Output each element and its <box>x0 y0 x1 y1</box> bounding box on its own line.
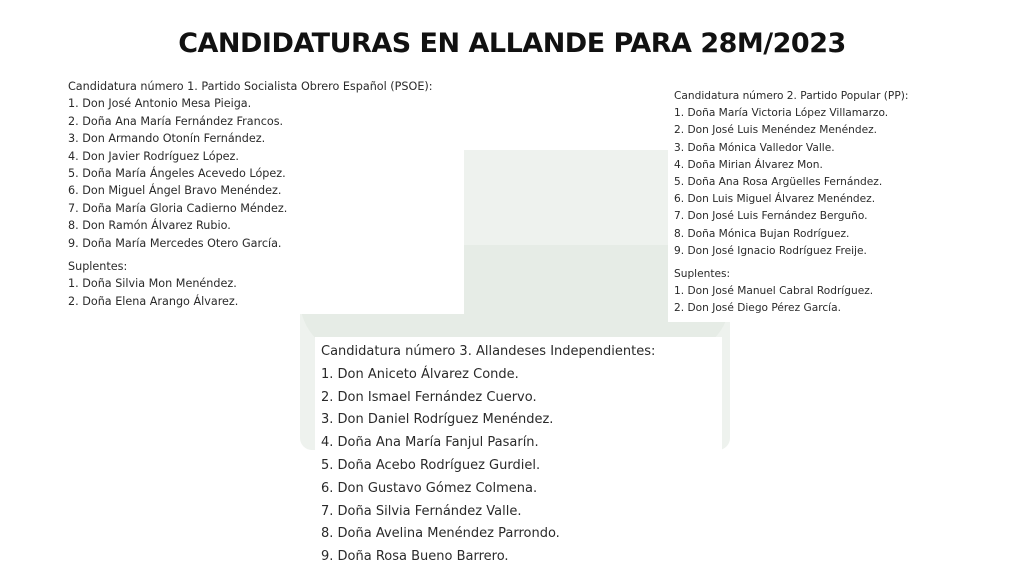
psoe-heading: Candidatura número 1. Partido Socialista Obrero Español (PSOE): <box>68 80 433 93</box>
pp-candidate-8: 8. Doña Mónica Bujan Rodríguez. <box>674 227 850 240</box>
pp-candidate-6: 6. Don Luis Miguel Álvarez Menéndez. <box>674 193 876 206</box>
psoe-candidate-9: 9. Doña María Mercedes Otero García. <box>68 236 282 250</box>
psoe-candidate-2: 2. Doña Ana María Fernández Francos. <box>68 114 284 128</box>
pp-substitute-1: 1. Don José Manuel Cabral Rodríguez. <box>674 285 874 298</box>
ai-candidate-9: 9. Doña Rosa Bueno Barrero. <box>321 549 509 565</box>
psoe-candidate-7: 7. Doña María Gloria Cadierno Méndez. <box>68 201 288 215</box>
pp-candidate-1: 1. Doña María Victoria López Villamarzo. <box>674 107 889 120</box>
psoe-candidate-1: 1. Don José Antonio Mesa Pieiga. <box>68 97 252 111</box>
psoe-candidate-6: 6. Don Miguel Ángel Bravo Menéndez. <box>68 184 282 198</box>
ai-candidate-2: 2. Don Ismael Fernández Cuervo. <box>321 389 537 405</box>
ai-candidate-5: 5. Doña Acebo Rodríguez Gurdiel. <box>321 457 541 473</box>
ai-candidate-8: 8. Doña Avelina Menéndez Parrondo. <box>321 526 560 542</box>
ai-candidate-3: 3. Don Daniel Rodríguez Menéndez. <box>321 412 554 428</box>
pp-candidate-4: 4. Doña Mirian Álvarez Mon. <box>674 158 823 171</box>
pp-candidacy-panel <box>668 84 942 322</box>
pp-candidate-7: 7. Don José Luis Fernández Berguño. <box>674 210 868 223</box>
ai-candidate-7: 7. Doña Silvia Fernández Valle. <box>321 503 522 519</box>
pp-substitutes-heading: Suplentes: <box>674 268 731 281</box>
ai-candidacy-panel <box>315 337 722 573</box>
pp-substitute-2: 2. Don José Diego Pérez García. <box>674 302 841 315</box>
pp-candidate-5: 5. Doña Ana Rosa Argüelles Fernández. <box>674 176 883 189</box>
psoe-substitute-2: 2. Doña Elena Arango Álvarez. <box>68 294 239 308</box>
psoe-candidate-4: 4. Don Javier Rodríguez López. <box>68 149 239 163</box>
psoe-substitutes-heading: Suplentes: <box>68 260 128 274</box>
pp-candidate-2: 2. Don José Luis Menéndez Menéndez. <box>674 124 878 137</box>
pp-candidate-9: 9. Don José Ignacio Rodríguez Freije. <box>674 244 867 257</box>
ai-heading: Candidatura número 3. Allandeses Independientes: <box>321 344 656 359</box>
ai-candidate-1: 1. Don Aniceto Álvarez Conde. <box>321 366 519 382</box>
pp-heading: Candidatura número 2. Partido Popular (PP): <box>674 90 909 102</box>
page-title: CANDIDATURAS EN ALLANDE PARA 28M/2023 <box>178 28 846 59</box>
pp-candidate-3: 3. Doña Mónica Valledor Valle. <box>674 141 835 154</box>
psoe-candidacy-panel <box>62 74 464 314</box>
psoe-candidate-8: 8. Don Ramón Álvarez Rubio. <box>68 219 231 233</box>
psoe-substitute-1: 1. Doña Silvia Mon Menéndez. <box>68 277 237 291</box>
ai-candidate-4: 4. Doña Ana María Fanjul Pasarín. <box>321 435 539 451</box>
psoe-candidate-3: 3. Don Armando Otonín Fernández. <box>68 132 266 146</box>
ai-candidate-6: 6. Don Gustavo Gómez Colmena. <box>321 480 538 496</box>
psoe-candidate-5: 5. Doña María Ángeles Acevedo López. <box>68 167 286 181</box>
